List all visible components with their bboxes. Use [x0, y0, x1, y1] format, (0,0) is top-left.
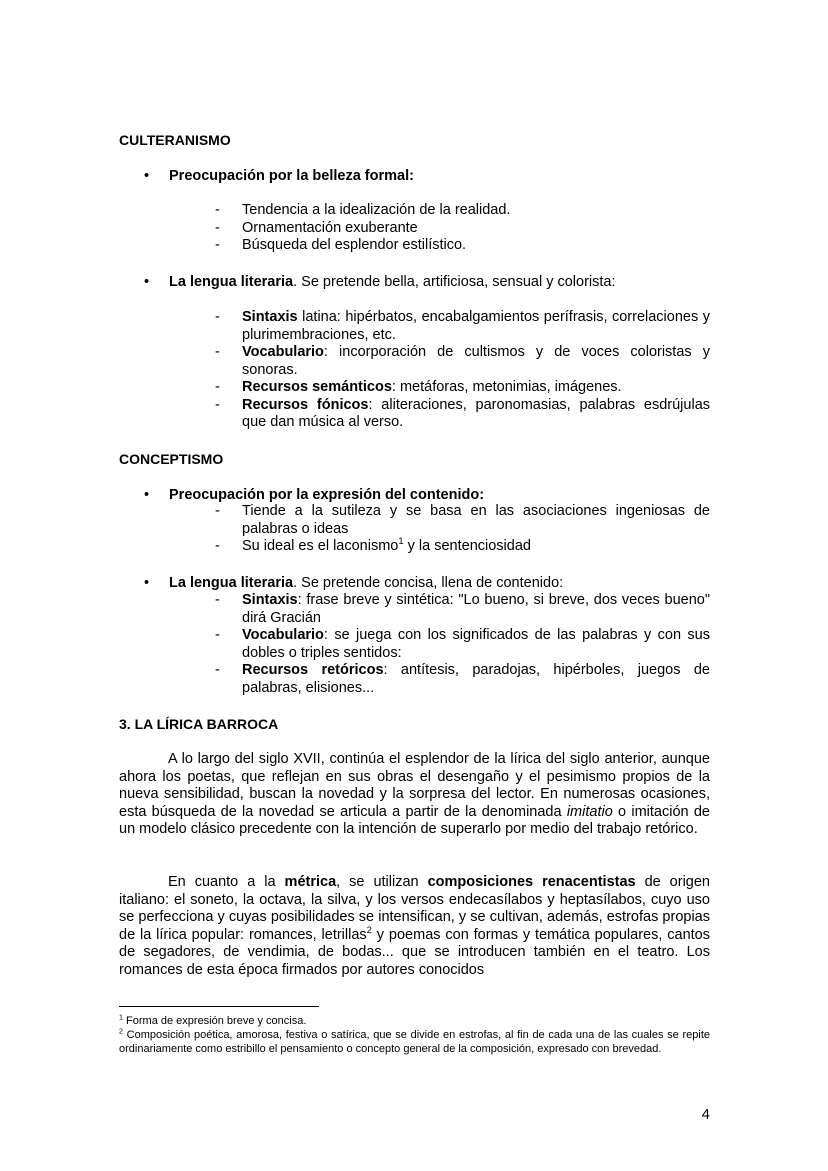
bullet-mark: • — [144, 274, 150, 290]
list-item: - Recursos retóricos: antítesis, paradojas, hipérboles, juegos de palabras, elisiones... — [215, 662, 710, 696]
footnote-1: $^1$ Forma de expresión breve y concisa. — [119, 1013, 307, 1027]
list-item: - Vocabulario: se juega con los significados de las palabras y con sus dobles o triples sentidos: — [215, 627, 710, 661]
list-item: - Su ideal es el laconismo$^1$ y la sentenciosidad — [215, 535, 531, 554]
bullet-mark: • — [144, 487, 150, 503]
bullet-title: La lengua literaria — [169, 274, 294, 290]
paragraph-lirica-2: En cuanto a la métrica, se utilizan composiciones renacentistas de origen italiano: el soneto, la octava, la silva, y los versos endecasílabos y heptasílabos, cuyo uso se perfecciona y cuyas posibilidades se intensifican, y se cultivan, además, estrofas propias de la lírica popular: romances, letrillas$^2$ y poemas con formas y temática populares, cantos de segadores, de vendimia, de bodas... que se introducen también en el teatro. Los romances de esta época firmados por autores conocidos — [119, 874, 710, 978]
footnote-2: $^2$ Composición poética, amorosa, festiva o satírica, que se divide en estrofas, al fin de cada una de las cuales se repite ordinariamente como estribillo el pensamiento o concepto general de la composición, expresado con brevedad. — [119, 1027, 710, 1055]
heading-culteranismo: CULTERANISMO — [119, 132, 231, 148]
list-lengua-cult — [215, 309, 710, 432]
list-item: - Tiende a la sutileza y se basa en las asociaciones ingeniosas de palabras o ideas — [215, 503, 710, 537]
bullet-title: Preocupación por la expresión del contenido: — [169, 487, 485, 503]
list-item: - Búsqueda del esplendor estilístico. — [215, 237, 467, 253]
list-item: - Vocabulario: incorporación de cultismos y de voces coloristas y sonoras. — [215, 344, 710, 378]
list-item: - Recursos semánticos: metáforas, metonimias, imágenes. — [215, 379, 622, 395]
list-item: - Sintaxis: frase breve y sintética: "Lo bueno, si breve, dos veces bueno" dirá Gracián — [215, 592, 710, 626]
heading-lirica-barroca: 3. LA LÍRICA BARROCA — [119, 716, 279, 732]
bullet-mark: • — [144, 168, 150, 184]
paragraph-lirica-1: A lo largo del siglo XVII, continúa el esplendor de la lírica del siglo anterior, aunque ahora los poetas, que reflejan en sus obras el desengaño y el pesimismo propios de la nueva sensibilidad, buscan la novedad y la sorpresa del lector. En numerosas ocasiones, esta búsqueda de la novedad se articula a partir de la denominada imitatio o imitación de un modelo clásico precedente con la intención de superarlo por medio del trabajo retórico. — [119, 751, 710, 838]
list-belleza-formal — [215, 202, 710, 255]
footnote-separator — [119, 1006, 319, 1007]
page-number: 4 — [701, 1106, 710, 1123]
list-item: - Ornamentación exuberante — [215, 219, 418, 236]
document-page: CULTERANISMO • Preocupación por la belleza formal: - Tendencia a la idealización de la realidad. - Ornamentación exuberante - Búsqueda del esplendor estilístico. • La lengua literaria. Se pretende bella, artificiosa, sensual y colorista: - Sintaxis latina: hipérbatos, encabalgamientos perífrasis, correlaciones y plurimembraciones, etc. - Vocabulario: incorporación de cultismos y de voces coloristas y sonoras. - Recursos semánticos: metáforas, metonimias, imágenes. - Recursos fónicos: aliteraciones, paronomasias, palabras esdrújulas que dan música al verso. CONCEPTISMO • Preocupación por la expresión del contenido: - Tiende a la sutileza y se basa en las asociaciones ingeniosas de palabras o ideas - Su ideal es el laconismo$^1$ y la sentenciosidad • La lengua literaria. Se pretende concisa, llena de contenido: - Sintaxis: frase breve y sintética: "Lo bueno, si breve, dos veces bueno" dirá Gracián - Vocabulario: se juega con los significados de las palabras y con sus dobles o triples sentidos: - Recursos retóricos: antítesis, paradojas, hipérboles, juegos de palabras, elisiones... 3. LA LÍRICA BARROCA A lo largo del siglo XVII, continúa el esplendor de la lírica del siglo anterior, aunque ahora los poetas, que reflejan en sus obras el desengaño y el pesimismo propios de la nueva sensibilidad, buscan la novedad y la sorpresa del lector. En numerosas ocasiones, esta búsqueda de la novedad se articula a partir de la denominada imitatio o imitación de un modelo clásico precedente con la intención de superarlo por medio del trabajo retórico. En cuanto a la métrica, se utilizan composiciones renacentistas de origen italiano: el soneto, la octava, la silva, y los versos endecasílabos y heptasílabos, cuyo uso se perfecciona y cuyas posibilidades se intensifican, y se cultivan, además, estrofas propias de la lírica popular: romances, letrillas$^2$ y poemas con formas y temática populares, cantos de segadores, de vendimia, de bodas... que se introducen también en el teatro. Los romances de esta época firmados por autores conocidos $^1$ Forma de expresión breve y concisa. $^2$ Composición poética, amorosa, festiva o satírica, que se divide en estrofas, al fin de cada una de las cuales se repite ordinariamente como estribillo el pensamiento o concepto general de la composición, expresado con brevedad. 4 — [119, 132, 711, 1123]
list-item: - Tendencia a la idealización de la realidad. — [215, 202, 511, 218]
footnote-ref: 2 — [366, 923, 372, 935]
list-item: - Sintaxis latina: hipérbatos, encabalgamientos perífrasis, correlaciones y plurimembraciones, etc. — [215, 309, 710, 343]
bullet-mark: • — [144, 575, 150, 591]
list-lengua-conc — [215, 592, 710, 697]
footnote-ref: 1 — [398, 535, 404, 547]
list-item: - Recursos fónicos: aliteraciones, paronomasias, palabras esdrújulas que dan música al verso. — [215, 396, 711, 430]
bullet-title: Preocupación por la belleza formal: — [169, 168, 414, 184]
heading-conceptismo: CONCEPTISMO — [119, 451, 224, 467]
bullet-title: La lengua literaria — [169, 575, 294, 591]
list-expresion-contenido — [215, 503, 710, 556]
